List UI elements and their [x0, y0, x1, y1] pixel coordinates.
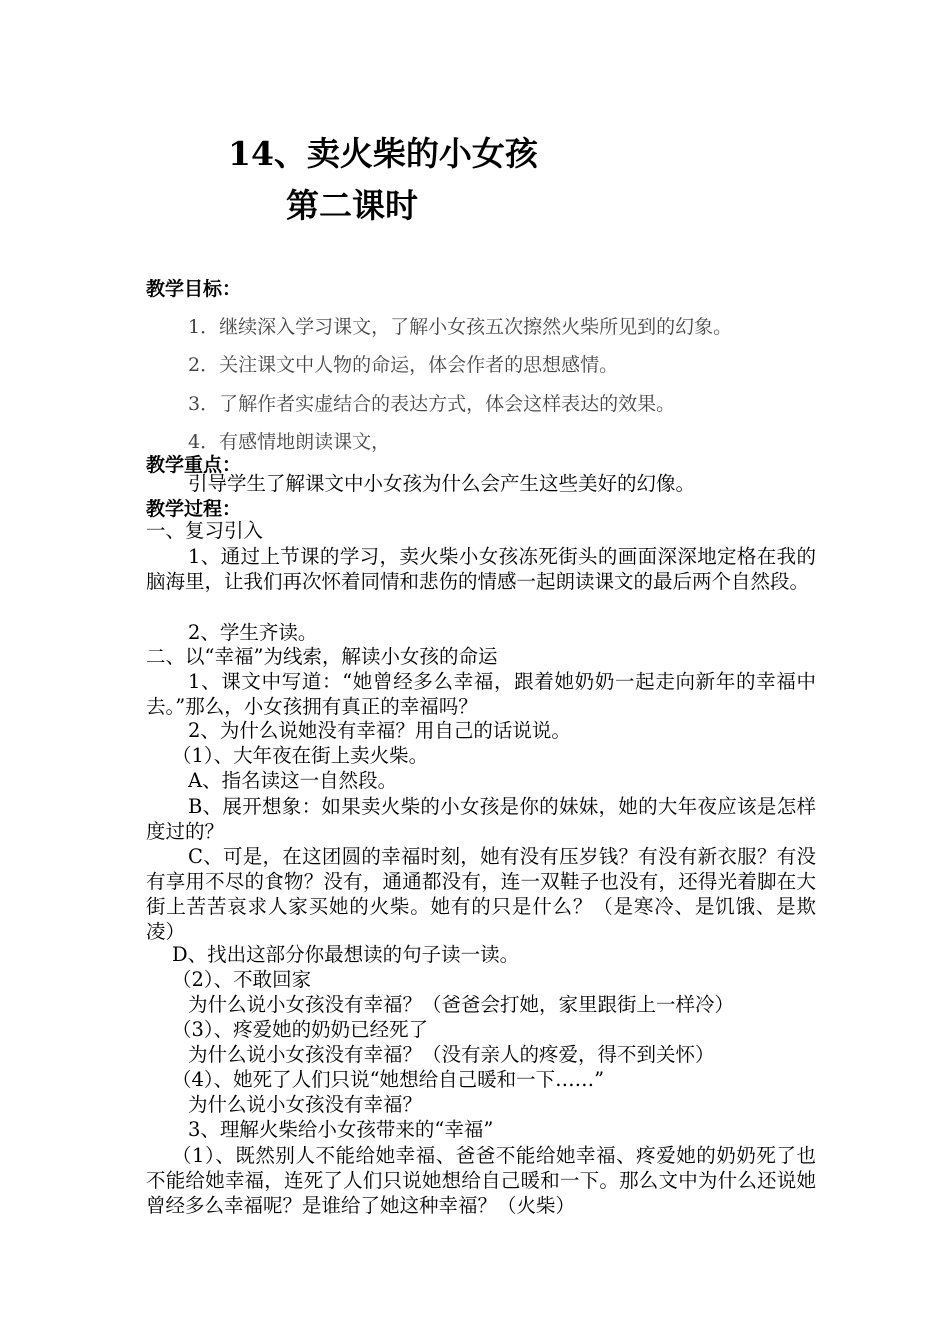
- section-title: 一、复习引入: [146, 519, 264, 542]
- subsection-title: （3）、疼爱她的奶奶已经死了: [172, 1018, 429, 1041]
- subsection-title: （1）、大年夜在街上卖火柴。: [172, 744, 429, 767]
- objectives-heading: 教学目标：: [146, 278, 242, 300]
- objective-item: 1．继续深入学习课文，了解小女孩五次擦然火柴所见到的幻象。: [188, 316, 733, 338]
- objective-item: 4．有感情地朗读课文，: [188, 431, 391, 453]
- paragraph: （1）、既然别人不能给她幸福、爸爸不能给她幸福、疼爱她的奶奶死了也不能给她幸福，连死了人们只说她想给自己暖和一下。那么文中为什么还说她曾经多么幸福呢？是谁给了她这种幸福？（火柴）: [146, 1144, 816, 1217]
- paragraph: 为什么说小女孩没有幸福？: [188, 1093, 423, 1116]
- objective-item: 3．了解作者实虚结合的表达方式，体会这样表达的效果。: [188, 393, 676, 415]
- document-subtitle: 第二课时: [286, 186, 418, 225]
- objective-item: 2．关注课文中人物的命运，体会作者的思想感情。: [188, 354, 619, 376]
- paragraph: 3、理解火柴给小女孩带来的“幸福”: [188, 1118, 494, 1141]
- focus-text: 引导学生了解课文中小女孩为什么会产生这些美好的幻像。: [188, 472, 696, 495]
- paragraph: 2、为什么说她没有幸福？用自己的话说说。: [188, 719, 571, 742]
- section-title: 二、以“幸福”为线索，解读小女孩的命运: [146, 645, 498, 668]
- paragraph: 1、通过上节课的学习，卖火柴小女孩冻死街头的画面深深地定格在我的脑海里，让我们再次怀着同情和悲伤的情感一起朗读课文的最后两个自然段。: [146, 545, 816, 593]
- subsection-title: （4）、她死了人们只说“她想给自己暖和一下……”: [172, 1068, 605, 1091]
- paragraph: B、展开想象：如果卖火柴的小女孩是你的妹妹，她的大年夜应该是怎样度过的？: [146, 795, 816, 843]
- subsection-title: （2）、不敢回家: [172, 968, 312, 991]
- paragraph: A、指名读这一自然段。: [188, 769, 398, 792]
- paragraph: C、可是，在这团圆的幸福时刻，她有没有压岁钱？有没有新衣服？有没有享用不尽的食物？没有，通通都没有，连一双鞋子也没有，还得光着脚在大街上苦苦哀求人家买她的火柴。她有的只是什么？（是寒冷、是饥饿、是欺凌）: [146, 845, 816, 943]
- paragraph: D、找出这部分你最想读的句子读一读。: [172, 943, 520, 966]
- paragraph: 为什么说小女孩没有幸福？（没有亲人的疼爱，得不到关怀）: [188, 1043, 715, 1066]
- paragraph: 为什么说小女孩没有幸福？（爸爸会打她，家里跟街上一样冷）: [188, 993, 735, 1016]
- paragraph: 2、学生齐读。: [188, 621, 318, 644]
- document-title: 14、卖火柴的小女孩: [228, 134, 538, 173]
- focus-heading: 教学重点：: [146, 454, 242, 476]
- paragraph: 1、课文中写道：“她曾经多么幸福，跟着她奶奶一起走向新年的幸福中去。”那么，小女孩拥有真正的幸福吗？: [146, 670, 816, 718]
- process-heading: 教学过程：: [146, 498, 242, 520]
